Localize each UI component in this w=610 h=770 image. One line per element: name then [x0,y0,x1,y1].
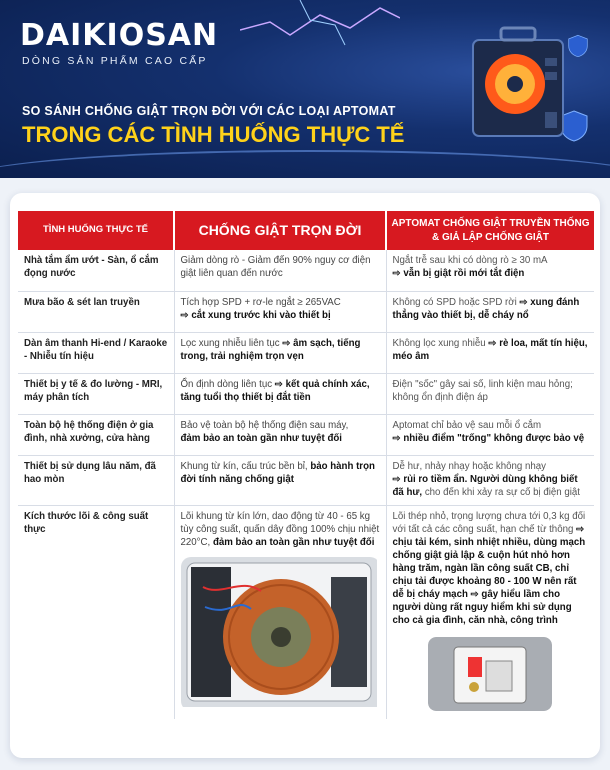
ours-cell [174,291,386,332]
theirs-text: Không có SPD hoặc SPD rời [392,296,517,308]
ours-text: Lõi khung từ kín lớn, dao động từ 40 - 65 kg tùy công suất, quấn dây đồng 100% chịu nhiệt 220°C, [180,510,380,548]
theirs-cell [386,414,594,455]
aptomat-image-wrap [393,637,589,715]
arrow-right-icon: ⇨ [274,378,286,390]
ours-cell [174,332,386,373]
theirs-highlight: chịu tải kém, sinh nhiệt nhiều, dùng mạch chống giật giả lập & cuộn hút nhỏ hơn hàng trăm, ngàn lần công suất CB, chỉ chịu tải được khoảng 80 - 100 W nên rất dễ bị cháy mạch [392,536,586,601]
table-row [18,332,594,373]
ours-cell [174,414,386,455]
situation-cell: Mưa bão & sét lan truyền [18,291,174,332]
arrow-right-icon: ⇨ [488,337,500,349]
ours-cell [174,250,386,291]
column-header-situation: TÌNH HUỐNG THỰC TẾ [18,211,174,250]
arrow-right-icon: ⇨ [576,523,585,535]
ours-text: Giảm dòng rò - Giảm đến 90% nguy cơ điện giật liên quan đến nước [180,255,371,280]
theirs-cell [386,505,594,719]
theirs-highlight: nhiều điểm "trống" không được bảo vệ [403,432,585,444]
theirs-text: Ngắt trễ sau khi có dòng rò ≥ 30 mA [392,255,548,266]
theirs-highlight: xung đánh thẳng vào thiết bị, dễ cháy nổ [392,296,580,321]
arrow-right-icon: ⇨ [282,337,294,349]
ours-cell [174,455,386,505]
table-row [18,250,594,291]
brand-tagline: DÒNG SẢN PHẨM CAO CẤP [22,55,208,67]
situation-cell: Dàn âm thanh Hi-end / Karaoke - Nhiễu tín hiệu [18,332,174,373]
column-header-ours: CHỐNG GIẬT TRỌN ĐỜI [174,211,386,250]
theirs-text: Aptomat chỉ bảo vệ sau mỗi ổ cắm [392,419,542,431]
comparison-table [18,211,594,719]
ours-text: Tích hợp SPD + rơ-le ngắt ≥ 265VAC [180,296,341,308]
situation-cell: Toàn bộ hệ thống điện ở gia đình, nhà xưởng, cửa hàng [18,414,174,455]
arrow-right-icon: ⇨ [519,296,531,308]
ours-highlight: cắt xung trước khi vào thiết bị [191,309,331,321]
ours-text: Khung từ kín, cấu trúc bền bỉ, [180,460,308,472]
theirs-text: Lõi thép nhỏ, trọng lượng chưa tới 0,3 kg đối với tất cả các công suất, hạn chế từ thông [392,510,586,535]
theirs-highlight: gây hiểu lầm cho người dùng rất nguy hiểm khi sử dụng cho cả gia đình, căn nhà, công trình [392,589,572,627]
table-row [18,291,594,332]
arrow-right-icon: ⇨ [392,432,404,444]
table-row [18,455,594,505]
decorative-wave [0,150,610,178]
ours-highlight: đảm bảo an toàn gần như tuyệt đối [180,432,342,444]
lightning-icon [240,0,400,60]
theirs-cell [386,250,594,291]
theirs-text: cho đến khi xảy ra sự cố bị điện giật [424,486,580,498]
ours-text: Ổn định dòng liên tục [180,378,273,390]
brand-logo: DAIKIOSAN [20,18,219,53]
table-row [18,505,594,719]
arrow-right-icon: ⇨ [470,589,482,601]
situation-cell: Kích thước lõi & công suất thực [18,505,174,719]
arrow-right-icon: ⇨ [392,268,404,280]
arrow-right-icon: ⇨ [392,473,404,485]
situation-cell: Nhà tắm ẩm ướt - Sàn, ổ cắm đọng nước [18,250,174,291]
aptomat-device-image [428,637,552,711]
theirs-text: Không lọc xung nhiễu [392,337,486,349]
theirs-cell: Điện "sốc" gây sai số, linh kiện mau hỏng; không ổn định điện áp [386,373,594,414]
table-row [18,373,594,414]
ours-highlight: âm sạch, tiếng trong, trải nghiệm trọn vẹn [180,337,361,362]
theirs-text: Dễ hư, nhảy nhạy hoặc không nhạy [392,460,547,472]
ours-cell [174,505,386,719]
column-header-theirs: APTOMAT CHỐNG GIẬT TRUYỀN THỐNG & GIẢ LẬP CHỐNG GIẬT [386,211,594,250]
toroidal-transformer-image [181,557,380,711]
page-subtitle: SO SÁNH CHỐNG GIẬT TRỌN ĐỜI VỚI CÁC LOẠI APTOMAT [22,104,396,118]
theirs-cell [386,291,594,332]
page-title: TRONG CÁC TÌNH HUỐNG THỰC TẾ [22,122,405,147]
table-row [18,414,594,455]
theirs-highlight: rè loa, mất tín hiệu, méo âm [392,337,588,362]
ours-cell [174,373,386,414]
situation-cell: Thiết bị y tế & đo lường - MRI, máy phân tích [18,373,174,414]
theirs-highlight: vẫn bị giật rồi mới tắt điện [403,268,525,280]
hero-banner [0,0,610,178]
ours-highlight: kết quả chính xác, tăng tuổi thọ thiết bị đắt tiền [180,378,370,403]
theirs-cell [386,332,594,373]
theirs-cell [386,455,594,505]
stabilizer-device-image [455,18,585,148]
ours-text: Bảo vệ toàn bộ hệ thống điện sau máy, [180,419,349,431]
ours-text: Lọc xung nhiễu liên tục [180,337,280,349]
ours-highlight: bảo hành trọn đời tính năng chống giật [180,460,375,485]
situation-cell: Thiết bị sử dụng lâu năm, đã hao mòn [18,455,174,505]
arrow-right-icon: ⇨ [180,309,192,321]
theirs-highlight: rủi ro tiềm ẩn. Người dùng không biết đã hư, [392,473,578,498]
table-header-row [18,211,594,250]
ours-highlight: đảm bảo an toàn gần như tuyệt đối [212,536,375,548]
